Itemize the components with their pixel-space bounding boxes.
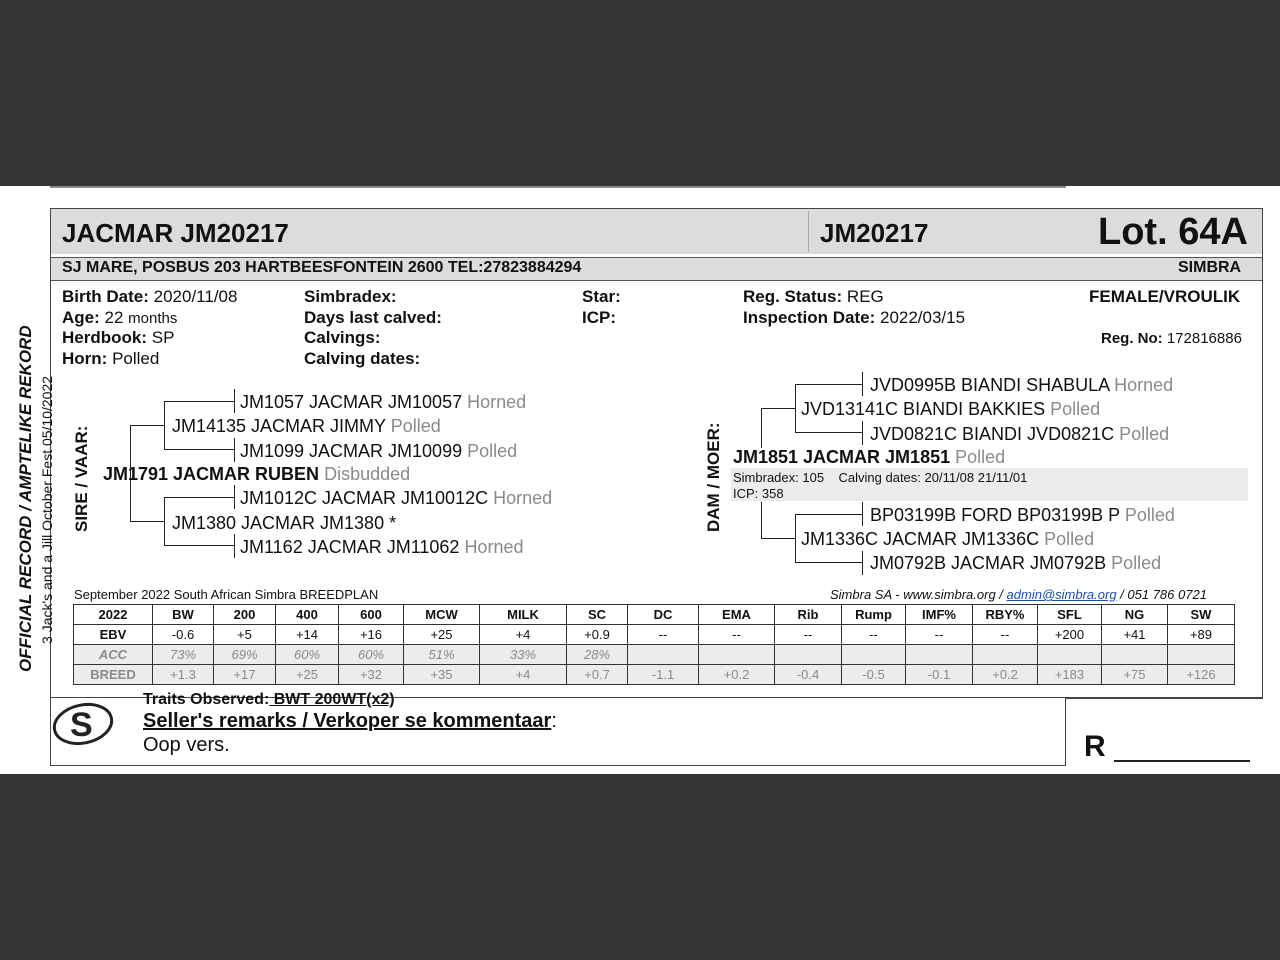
- ebv-cell: 51%: [404, 645, 480, 665]
- ebv-cell: 60%: [339, 645, 404, 665]
- ebv-cell: +183: [1038, 665, 1102, 685]
- ebv-cell: [842, 645, 906, 665]
- icp-label: ICP:: [582, 308, 616, 327]
- ebv-cell: +14: [276, 625, 339, 645]
- price-line: [1114, 760, 1250, 762]
- remarks-text: Oop vers.: [143, 734, 230, 756]
- breed-name: SIMBRA: [1178, 259, 1242, 276]
- horn: Horn: Polled: [62, 349, 160, 368]
- ebv-cell: +89: [1168, 625, 1235, 645]
- lot-number: Lot. 64A: [1098, 211, 1248, 253]
- ebv-cell: +17: [214, 665, 276, 685]
- dam-simbradex: Simbradex: 105 Calving dates: 20/11/08 21/11/01: [733, 470, 1028, 485]
- ebv-cell: -0.6: [153, 625, 214, 645]
- ebv-col-header: IMF%: [906, 605, 973, 625]
- calving-dates-label: Calving dates:: [304, 349, 421, 368]
- ebv-col-header: BW: [153, 605, 214, 625]
- sire-sire: JM14135 JACMAR JIMMY Polled: [172, 416, 441, 436]
- ebv-col-header: SW: [1168, 605, 1235, 625]
- ebv-col-header: Rump: [842, 605, 906, 625]
- ebv-cell: +0.2: [973, 665, 1038, 685]
- event-label: 3 Jack's and a Jill October Fest 05/10/2022: [39, 375, 55, 644]
- sire-dam-sire: JM1012C JACMAR JM10012C Horned: [240, 488, 553, 508]
- official-record-label: OFFICIAL RECORD / AMPTELIKE REKORD: [16, 325, 35, 672]
- ebv-cell: +5: [214, 625, 276, 645]
- top-divider: [50, 186, 1066, 188]
- sex: FEMALE/VROULIK: [1089, 287, 1241, 306]
- remarks-heading: Seller's remarks / Verkoper se kommentaar:: [143, 710, 557, 732]
- simbra-logo: [50, 698, 118, 750]
- ebv-cell: +200: [1038, 625, 1102, 645]
- star-label: Star:: [582, 287, 621, 306]
- ebv-cell: +1.3: [153, 665, 214, 685]
- inspection-date: Inspection Date: 2022/03/15: [743, 308, 966, 327]
- ebv-col-header: NG: [1102, 605, 1168, 625]
- ebv-col-header: SFL: [1038, 605, 1102, 625]
- ebv-cell: +35: [404, 665, 480, 685]
- sire-label: SIRE / VAAR:: [72, 425, 91, 532]
- breedplan-caption: September 2022 South African Simbra BREEDPLAN: [74, 587, 379, 602]
- sire: JM1791 JACMAR RUBEN Disbudded: [103, 464, 411, 484]
- sire-sire-dam: JM1099 JACMAR JM10099 Polled: [240, 441, 518, 461]
- birth-date: Birth Date: 2020/11/08: [62, 287, 238, 306]
- ebv-cell: +4: [480, 665, 567, 685]
- ebv-col-header: MILK: [480, 605, 567, 625]
- herdbook: Herdbook: SP: [62, 328, 175, 347]
- ebv-cell: --: [842, 625, 906, 645]
- ebv-cell: +0.7: [567, 665, 628, 685]
- ebv-cell: [1038, 645, 1102, 665]
- ebv-cell: +25: [276, 665, 339, 685]
- ebv-cell: --: [973, 625, 1038, 645]
- ebv-cell: [775, 645, 842, 665]
- ebv-col-header: MCW: [404, 605, 480, 625]
- dam-icp: ICP: 358: [733, 486, 784, 501]
- svg-text:S: S: [70, 706, 93, 744]
- dam-sire-sire: JVD0995B BIANDI SHABULA Horned: [870, 375, 1174, 395]
- ebv-cell: [973, 645, 1038, 665]
- sire-dam-dam: JM1162 JACMAR JM11062 Horned: [240, 537, 524, 557]
- ebv-row-label: ACC: [74, 645, 153, 665]
- ebv-cell: --: [775, 625, 842, 645]
- ebv-col-header: SC: [567, 605, 628, 625]
- ebv-col-header: 2022: [74, 605, 153, 625]
- ebv-col-header: 200: [214, 605, 276, 625]
- dam-label: DAM / MOER:: [704, 422, 723, 532]
- price-label: R: [1084, 730, 1106, 763]
- dam-sire: JVD13141C BIANDI BAKKIES Polled: [801, 399, 1101, 419]
- reg-no: Reg. No: 172816886: [1101, 330, 1242, 347]
- ebv-cell: +16: [339, 625, 404, 645]
- ebv-cell: 33%: [480, 645, 567, 665]
- ebv-row-label: EBV: [74, 625, 153, 645]
- ebv-cell: +75: [1102, 665, 1168, 685]
- ebv-cell: 60%: [276, 645, 339, 665]
- ebv-cell: +4: [480, 625, 567, 645]
- ebv-col-header: DC: [628, 605, 699, 625]
- ebv-cell: +41: [1102, 625, 1168, 645]
- ebv-cell: -0.1: [906, 665, 973, 685]
- ebv-row-label: BREED: [74, 665, 153, 685]
- ebv-cell: --: [906, 625, 973, 645]
- dam: JM1851 JACMAR JM1851 Polled: [733, 447, 1006, 467]
- animal-name: JACMAR JM20217: [62, 218, 289, 248]
- ebv-col-header: Rib: [775, 605, 842, 625]
- ebv-cell: --: [699, 625, 775, 645]
- ebv-cell: --: [628, 625, 699, 645]
- ebv-table: [73, 604, 1235, 685]
- dam-dam-sire: BP03199B FORD BP03199B P Polled: [870, 505, 1175, 525]
- ebv-cell: +25: [404, 625, 480, 645]
- ebv-col-header: 400: [276, 605, 339, 625]
- dam-bracket: [761, 408, 762, 448]
- simbradex-label: Simbradex:: [304, 287, 397, 306]
- ebv-cell: -1.1: [628, 665, 699, 685]
- reg-status: Reg. Status: REG: [743, 287, 884, 306]
- dam-dam: JM1336C JACMAR JM1336C Polled: [801, 529, 1095, 549]
- ebv-col-header: 600: [339, 605, 404, 625]
- ebv-cell: [1102, 645, 1168, 665]
- ebv-cell: +0.2: [699, 665, 775, 685]
- ebv-cell: -0.4: [775, 665, 842, 685]
- ebv-cell: 73%: [153, 645, 214, 665]
- animal-code: JM20217: [820, 218, 929, 248]
- ebv-col-header: EMA: [699, 605, 775, 625]
- ebv-cell: [906, 645, 973, 665]
- ebv-cell: +126: [1168, 665, 1235, 685]
- dam-sire-dam: JVD0821C BIANDI JVD0821C Polled: [870, 424, 1170, 444]
- ebv-cell: 69%: [214, 645, 276, 665]
- sire-sire-sire: JM1057 JACMAR JM10057 Horned: [240, 392, 527, 412]
- ebv-cell: +32: [339, 665, 404, 685]
- days-last-calved-label: Days last calved:: [304, 308, 442, 327]
- owner-address: SJ MARE, POSBUS 203 HARTBEESFONTEIN 2600 TEL:27823884294: [62, 259, 582, 276]
- ebv-cell: +0.9: [567, 625, 628, 645]
- sire-dam: JM1380 JACMAR JM1380 *: [172, 513, 397, 533]
- traits-observed: Traits Observed: BWT 200WT(x2): [143, 691, 395, 708]
- breedplan-contact: Simbra SA - www.simbra.org / admin@simbra.org / 051 786 0721: [830, 587, 1207, 602]
- ebv-cell: [699, 645, 775, 665]
- ebv-col-header: RBY%: [973, 605, 1038, 625]
- ebv-cell: 28%: [567, 645, 628, 665]
- price-border: [1066, 697, 1263, 699]
- calvings-label: Calvings:: [304, 328, 381, 347]
- ebv-cell: -0.5: [842, 665, 906, 685]
- age: Age: 22 months: [62, 308, 178, 327]
- dam-dam-dam: JM0792B JACMAR JM0792B Polled: [870, 553, 1162, 573]
- ebv-cell: [1168, 645, 1235, 665]
- ebv-cell: [628, 645, 699, 665]
- email-link[interactable]: admin@simbra.org: [1006, 587, 1117, 602]
